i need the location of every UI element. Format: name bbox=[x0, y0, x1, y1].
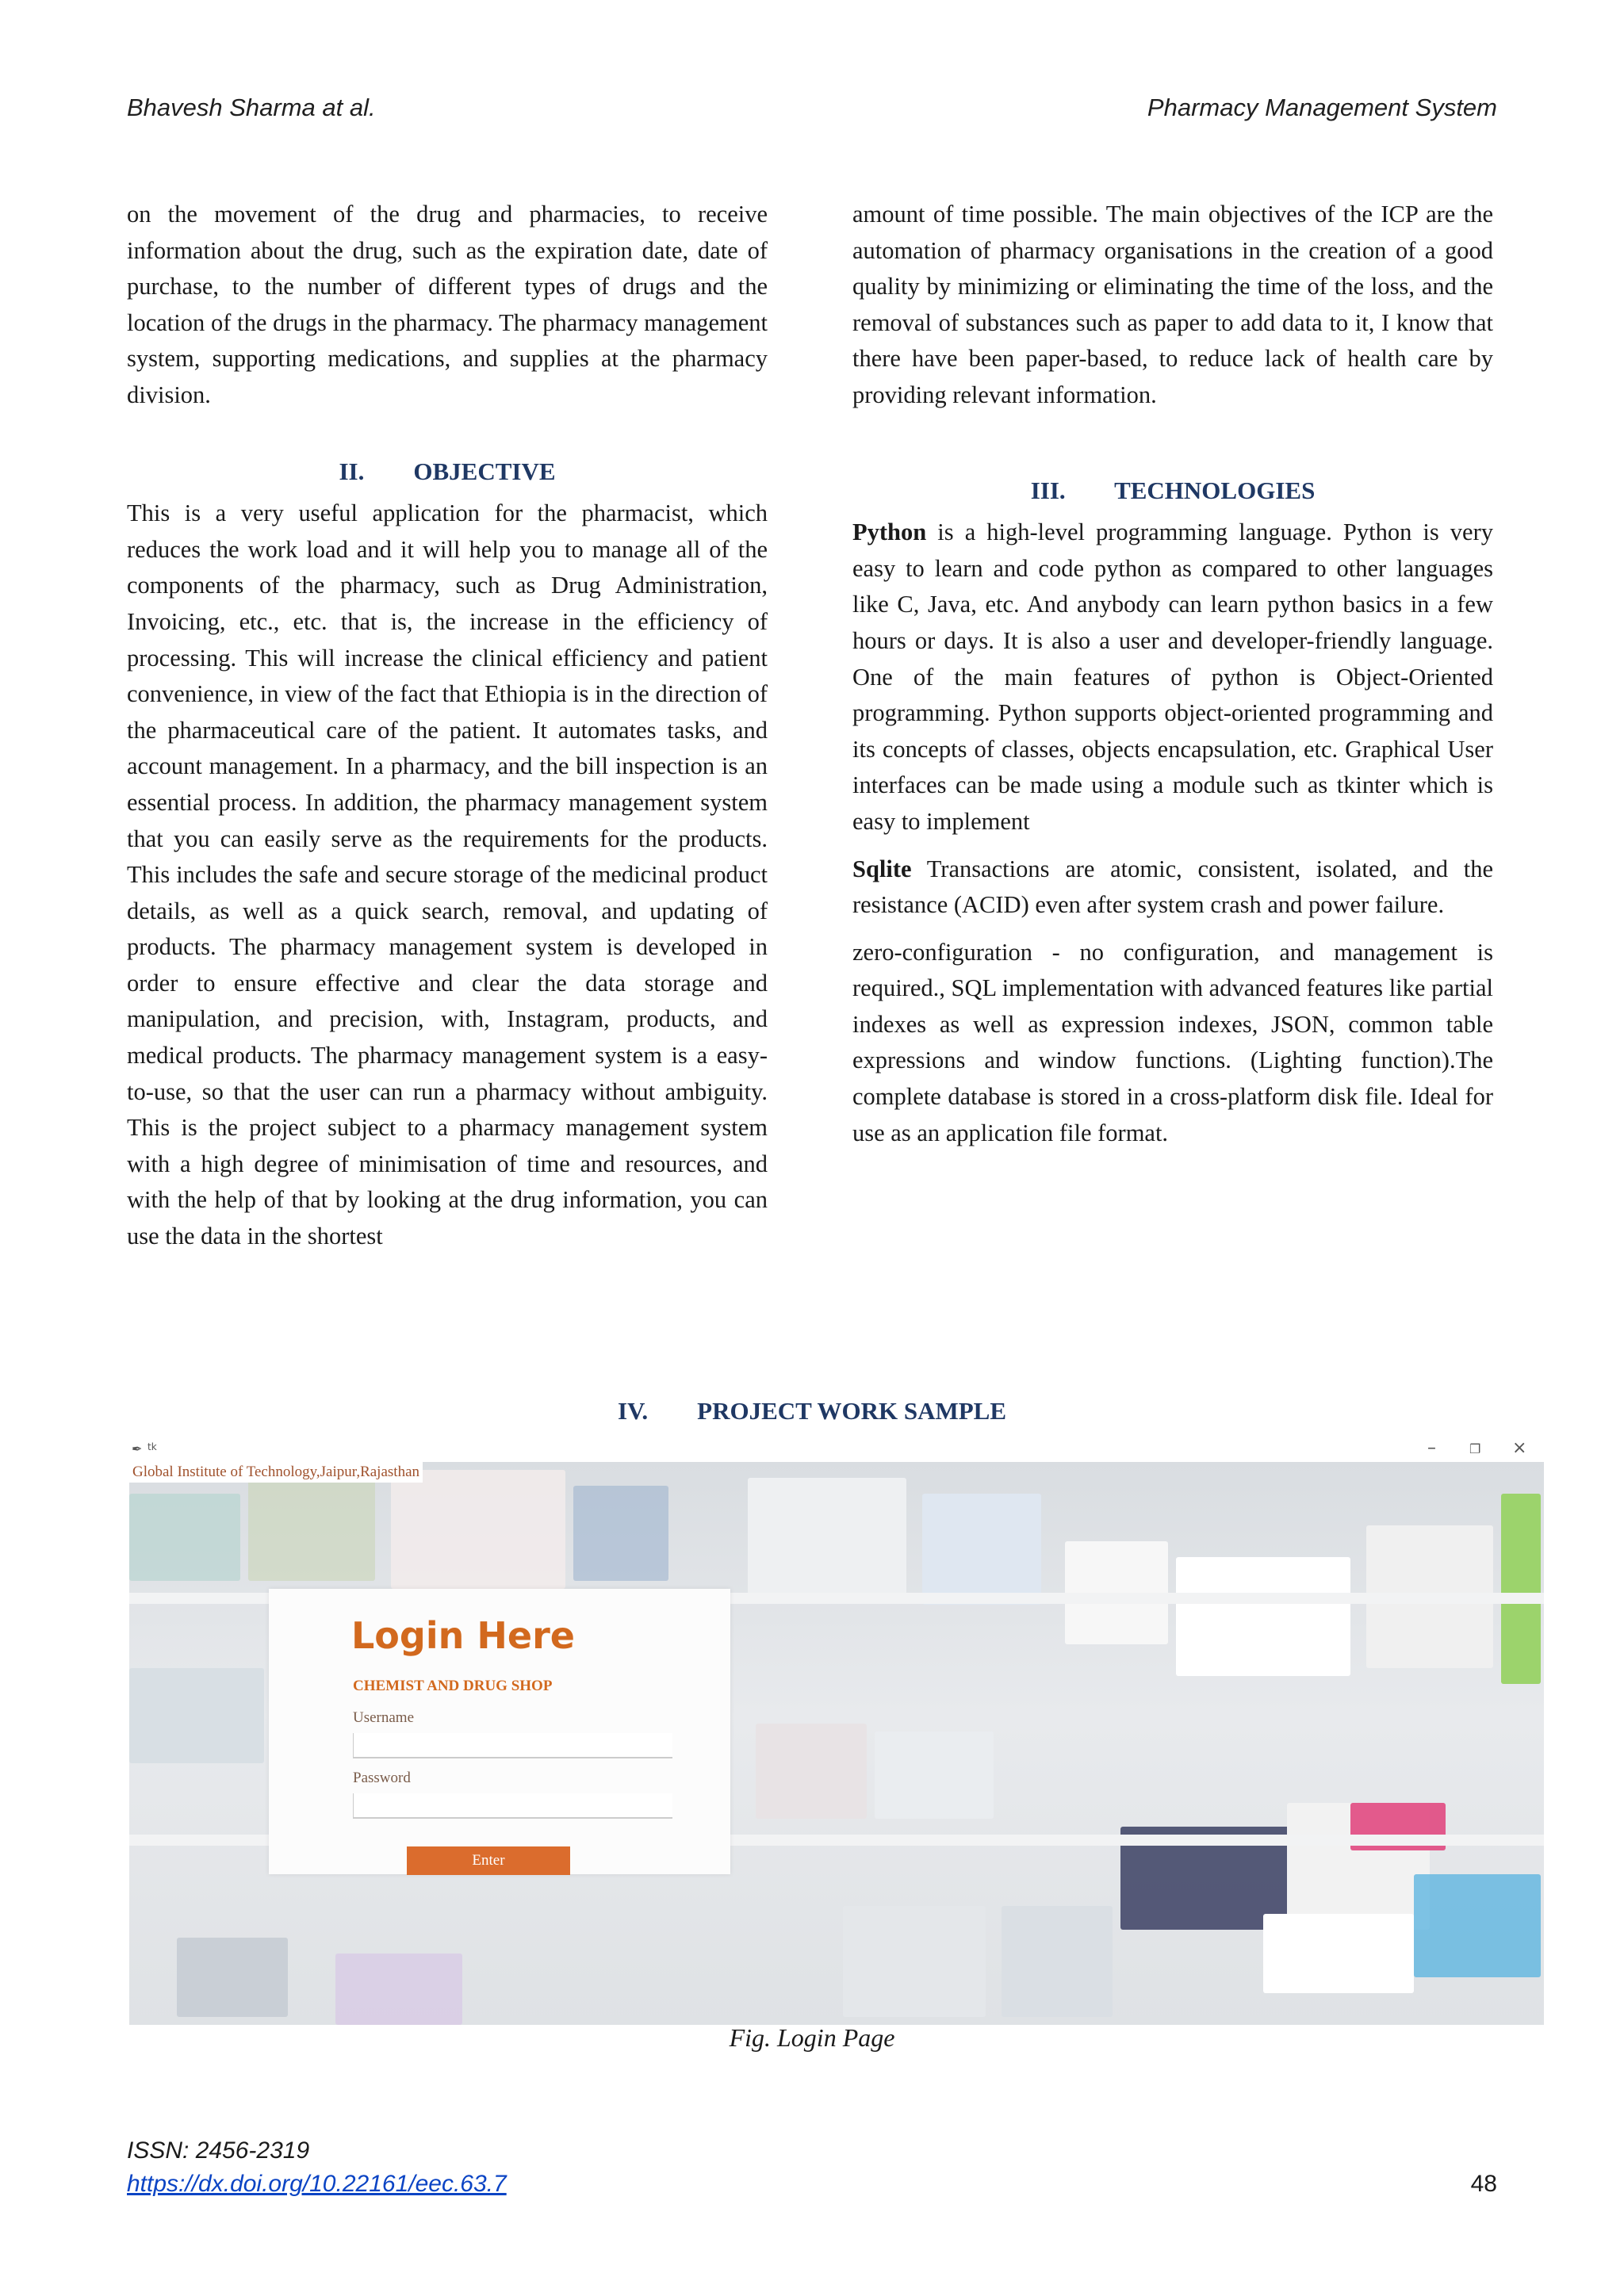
password-label: Password bbox=[353, 1770, 411, 1786]
window-title: tk bbox=[147, 1441, 157, 1452]
login-subtitle: CHEMIST AND DRUG SHOP bbox=[353, 1678, 553, 1694]
sqlite-term: Sqlite bbox=[852, 855, 912, 882]
shelf-box bbox=[129, 1668, 264, 1763]
zero-configuration-paragraph: zero-configuration - no configuration, and management is required., SQL implementation with advanced features like partial indexes as well as expression indexes, JSON, common table expressions and window functions. (Lighting function).The complete database is stored in a cross-platform disk file. Ideal for use as an application file format. bbox=[852, 938, 1493, 1146]
shelf-box bbox=[573, 1486, 668, 1581]
section-heading-technologies: III. TECHNOLOGIES bbox=[1030, 476, 1316, 504]
shelf-box bbox=[843, 1906, 986, 2017]
shelf-box bbox=[875, 1732, 994, 1819]
shelf-box bbox=[1501, 1494, 1541, 1684]
feather-icon: ✒ bbox=[132, 1441, 143, 1456]
footer-issn: ISSN: 2456-2319 bbox=[127, 2137, 310, 2164]
left-column bbox=[127, 197, 768, 1255]
shelf-box bbox=[129, 1494, 240, 1581]
python-term: Python bbox=[852, 519, 927, 546]
enter-button[interactable]: Enter bbox=[407, 1846, 570, 1875]
username-label: Username bbox=[353, 1709, 415, 1726]
login-card bbox=[269, 1589, 730, 1874]
section-heading-project-work-sample: IV. PROJECT WORK SAMPLE bbox=[617, 1397, 1007, 1425]
running-header-title: Pharmacy Management System bbox=[1147, 94, 1497, 121]
section-heading-objective: II. OBJECTIVE bbox=[339, 457, 556, 485]
maximize-icon[interactable]: ❐ bbox=[1469, 1441, 1481, 1456]
login-page-screenshot bbox=[127, 1437, 1546, 2026]
password-input[interactable] bbox=[353, 1793, 672, 1819]
page-number: 48 bbox=[1470, 2171, 1497, 2197]
sqlite-paragraph bbox=[852, 851, 1493, 924]
shelf-box bbox=[335, 1954, 462, 2025]
shelf-box bbox=[391, 1470, 565, 1589]
shelf-box bbox=[1414, 1874, 1541, 1977]
window-titlebar bbox=[127, 1437, 1546, 1460]
pharmacy-shelves-background bbox=[129, 1462, 1544, 2025]
shelf-box bbox=[177, 1938, 288, 2017]
shelf-box bbox=[1002, 1906, 1113, 2017]
username-input[interactable] bbox=[353, 1733, 672, 1758]
shelf-box bbox=[748, 1478, 906, 1597]
sqlite-text: Transactions are atomic, consistent, isolated, and the resistance (ACID) even after system crash and power failure. bbox=[852, 855, 1493, 919]
python-text: is a high-level programming language. Python is very easy to learn and code python as compared to other languages like C, Java, etc. And anybody can learn python basics in a few hours or days. It is also a user and developer-friendly language. One of the main features of python is Object-Oriented programming. Python supports object-oriented programming and its concepts of classes, objects encapsulation, etc. Graphical User interfaces can be made using a module such as tkinter which is easy to implement bbox=[852, 519, 1493, 835]
close-icon[interactable]: × bbox=[1512, 1438, 1527, 1458]
shelf-box bbox=[1263, 1914, 1414, 1993]
login-title: Login Here bbox=[351, 1614, 575, 1657]
python-paragraph bbox=[852, 515, 1493, 840]
objective-paragraph: This is a very useful application for the pharmacist, which reduces the work load and it will help you to manage all of the components of the pharmacy, such as Drug Administration, Invoicing, etc., etc. that is, the increase in the efficiency of processing. This will increase the clinical efficiency and patient convenience, in view of the fact that Ethiopia is in the direction of the pharmaceutical care of the patient. It automates tasks, and account management. In a pharmacy, and the bill inspection is an essential process. In addition, the pharmacy management system that you can easily serve as the requirements for the products. This includes the safe and secure storage of the medicinal product details, as well as a quick search, removal, and updating of products. The pharmacy management system is developed in order to ensure effective and clear the data storage and manipulation, and precision, with, Instagram, products, and medical products. The pharmacy management system is a easy-to-use, so that the user can run a pharmacy without ambiguity. This is the project subject to a pharmacy management system with a high degree of minimisation of time and resources, and with the help of that by looking at the drug information, you can use the data in the shortest bbox=[127, 499, 768, 1250]
intro-paragraph: on the movement of the drug and pharmacies, to receive information about the drug, such as the expiration date, date of purchase, to the number of different types of drugs and the location of the drugs in the pharmacy. The pharmacy management system, supporting medications, and supplies at the pharmacy division. bbox=[127, 201, 768, 408]
shelf-box bbox=[756, 1724, 867, 1819]
shelf-box bbox=[922, 1494, 1041, 1605]
continuation-paragraph: amount of time possible. The main objectives of the ICP are the automation of pharmacy organisations in the creation of a good quality by minimizing or eliminating the time of the loss, and the removal of substances such as paper to add data to it, I know that there have been paper-based, to reduce lack of health care by providing relevant information. bbox=[852, 201, 1493, 408]
footer-doi-link[interactable]: https://dx.doi.org/10.22161/eec.63.7 bbox=[127, 2171, 507, 2197]
shelf-box bbox=[1176, 1557, 1350, 1676]
minimize-icon[interactable]: – bbox=[1427, 1438, 1436, 1458]
running-header-author: Bhavesh Sharma at al. bbox=[127, 94, 376, 121]
shelf-box bbox=[248, 1478, 375, 1581]
institute-label: Global Institute of Technology,Jaipur,Rajasthan bbox=[129, 1462, 423, 1483]
right-column bbox=[852, 197, 1493, 1151]
figure-caption: Fig. Login Page bbox=[729, 2023, 895, 2052]
